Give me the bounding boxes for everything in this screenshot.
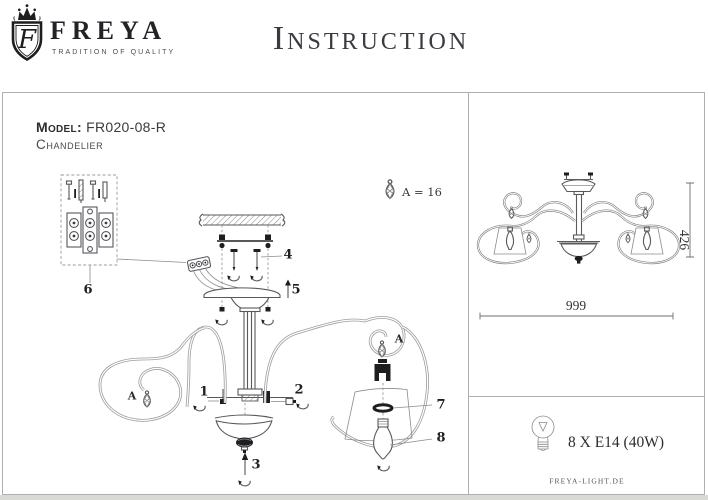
model-value: FR020-08-R bbox=[86, 119, 167, 135]
part-label-5: 5 bbox=[291, 282, 301, 298]
freya-logo bbox=[7, 3, 47, 61]
crystal-count-note: A = 16 bbox=[402, 185, 442, 199]
rotation-arrow-icon bbox=[261, 319, 273, 324]
crown-icon bbox=[14, 4, 40, 20]
product-type: Chandelier bbox=[36, 137, 104, 152]
ceiling bbox=[199, 214, 285, 226]
part-label-3: 3 bbox=[251, 457, 261, 473]
part-label-4: 4 bbox=[283, 247, 293, 263]
content-panels bbox=[2, 92, 705, 495]
shield-logo bbox=[13, 23, 41, 60]
crystal-icon bbox=[386, 180, 394, 199]
crystal-icon bbox=[144, 391, 151, 407]
stem bbox=[574, 192, 585, 242]
brand-name: FREYA bbox=[50, 16, 168, 45]
wire-connector bbox=[187, 256, 239, 292]
ceiling-mount bbox=[562, 173, 595, 192]
dimension-diagram bbox=[469, 93, 704, 396]
rotation-arrow-icon bbox=[377, 465, 389, 470]
page-edge bbox=[0, 495, 708, 500]
rotation-arrow-icon bbox=[227, 275, 239, 280]
mounting-bracket bbox=[217, 235, 273, 249]
logo-monogram: F bbox=[17, 25, 37, 55]
part-label-1: 1 bbox=[199, 384, 209, 400]
mounting-screws bbox=[231, 249, 261, 271]
website: FREYA-LIGHT.DE bbox=[549, 476, 625, 486]
centre-bowl bbox=[215, 403, 273, 453]
crystal-icon bbox=[379, 341, 386, 357]
rotation-arrow-icon bbox=[215, 319, 227, 324]
left-arm bbox=[478, 193, 575, 263]
brand-tagline: TRADITION OF QUALITY bbox=[52, 49, 176, 56]
left-scroll-arm bbox=[100, 327, 225, 420]
model-line bbox=[36, 119, 166, 135]
part-label-8: 8 bbox=[436, 430, 446, 446]
bulb-spec: 8 X E14 (40W) bbox=[568, 434, 664, 451]
rotation-arrow-icon bbox=[238, 480, 250, 485]
height-dimension: 426 bbox=[677, 229, 692, 251]
candle-bulb bbox=[374, 419, 393, 459]
hardware-kit bbox=[61, 175, 186, 283]
right-arm bbox=[582, 193, 679, 263]
rotation-arrow-icon bbox=[193, 405, 205, 410]
page-title: Instruction bbox=[272, 20, 470, 57]
exploded-diagram bbox=[3, 93, 468, 494]
part-label-7: 7 bbox=[436, 397, 446, 413]
bowl bbox=[557, 242, 600, 264]
shade-ring bbox=[374, 405, 392, 411]
rotation-arrow-icon bbox=[250, 275, 262, 280]
model-label: Model: bbox=[36, 119, 82, 135]
horizontal-divider bbox=[469, 396, 704, 397]
part-label-6: 6 bbox=[83, 282, 93, 298]
lamp-socket bbox=[375, 359, 391, 381]
part-label-2: 2 bbox=[294, 382, 304, 398]
central-stem bbox=[238, 312, 262, 402]
crystal-label-left: A bbox=[127, 389, 137, 403]
crystal-label-right: A bbox=[394, 332, 404, 346]
bulb-icon bbox=[529, 415, 557, 459]
right-scroll-arm bbox=[265, 317, 432, 459]
rotation-arrow-icon bbox=[296, 403, 308, 408]
width-dimension: 999 bbox=[565, 298, 587, 313]
